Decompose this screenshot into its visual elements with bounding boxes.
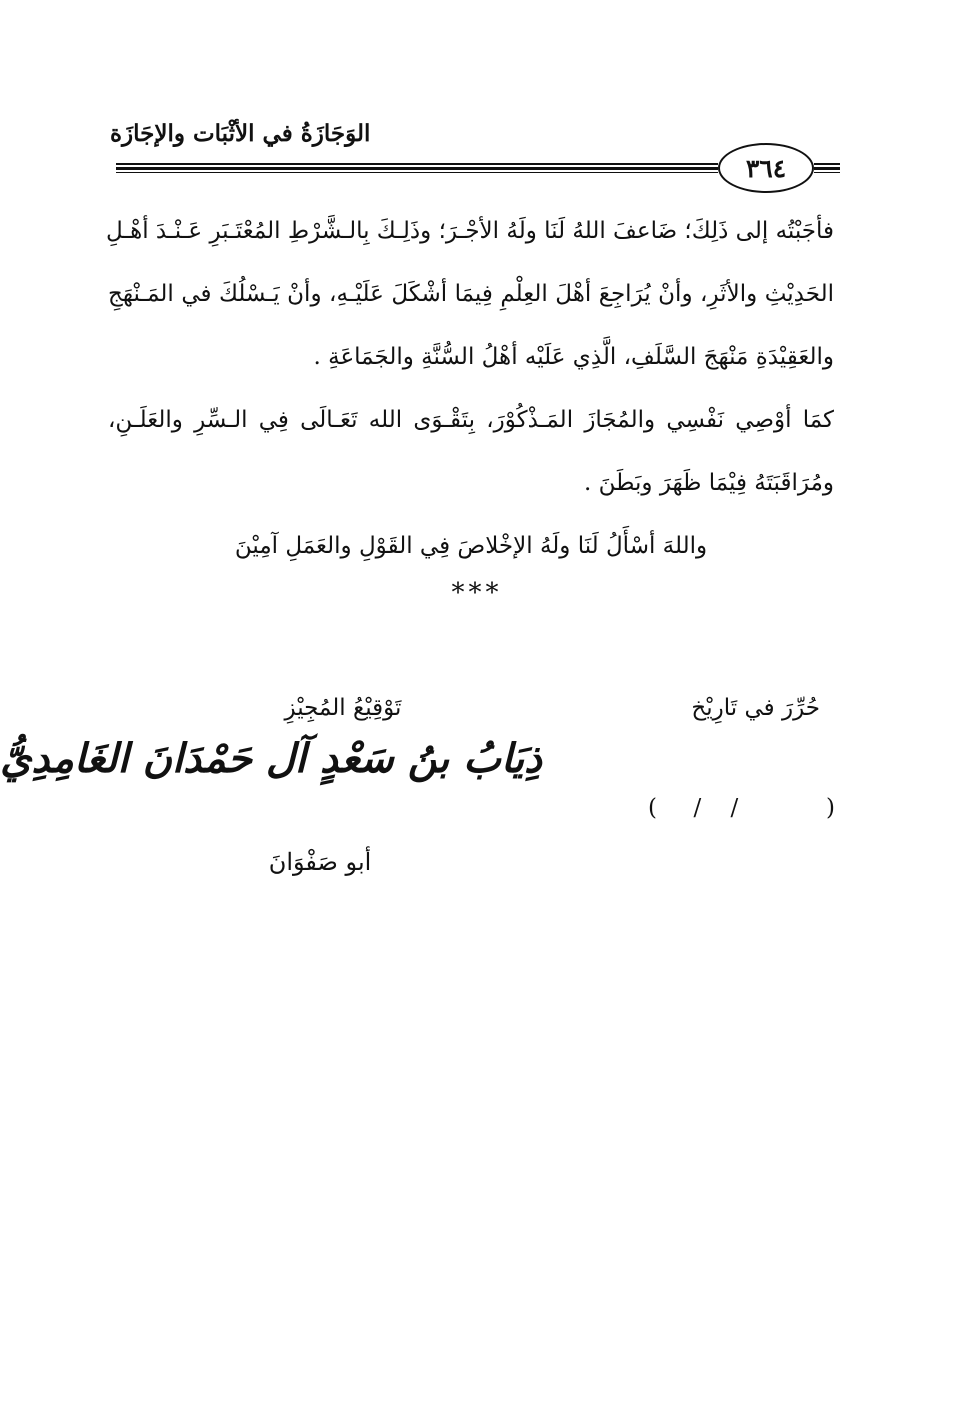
signature-label: تَوْقِيْعُ المُجِيْزِ [284,695,402,721]
section-separator: *** [451,578,503,608]
header-rule-end [814,167,840,170]
body-text [105,202,834,580]
page-number: ٣٦٤ [718,143,814,193]
header-rule [116,167,718,170]
header-rule [116,172,718,173]
author-kunya: أبو صَفْوَانَ [268,848,372,876]
body-line: فأجَبْتُه إلى ذَلِكَ؛ ضَاعفَ اللهُ لَنَا ولَهُ الأجْـرَ؛ وذَلِـكَ بِالـشَّرْطِ المُعْتَـبَرِ عَـنْـدَ أهْـلِ [105,218,834,244]
body-line: ومُرَاقَبَتَهُ فِيْمَا ظَهَرَ وبَطَنَ . [584,470,834,496]
signature: ذِيَابُ بنُ سَعْدٍ آل حَمْدَانَ الغَامِدِيُّ [0,735,542,782]
header-rule [116,163,718,165]
closing-prayer: واللهَ أسْأَلُ لَنَا ولَهُ الإخْلاصَ فِي القَوْلِ والعَمَلِ آمِيْنَ [234,533,708,559]
date-field: ( / / ) [648,795,835,821]
date-label: حُرِّرَ في تَارِيْخ [691,695,820,721]
header-rule-end [814,172,840,173]
body-line: والعَقِيْدَةِ مَنْهَجَ السَّلَفِ، الَّذِي عَلَيْه أهْلُ السُّنَّةِ والجَمَاعَةِ . [313,344,834,370]
running-title: الوَجَازَةُ في الأثْبَات والإجَازَة [110,120,371,147]
body-line: الحَدِيْثِ والأثَرِ، وأنْ يُرَاجِعَ أهْلَ العِلْمِ فِيمَا أشْكَلَ عَلَيْـهِ، وأنْ يَـسْلُكَ في المَـنْهَجِ [108,281,834,307]
header-rule-end [814,163,840,165]
body-line: كمَا أوْصِي نَفْسِي والمُجَازَ المَـذْكُوْرَ، بِتَقْـوَى الله تَعَـالَى فِي الـسِّرِ والعَلَـنِ، [108,407,834,433]
